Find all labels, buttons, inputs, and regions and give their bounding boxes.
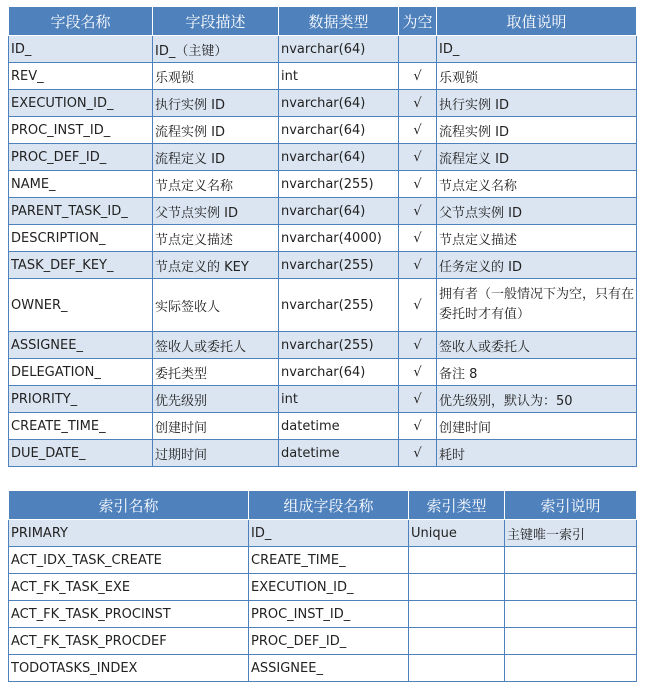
field-name-cell: NAME_ [9, 171, 153, 198]
table-row [9, 36, 637, 63]
nullable-cell: √ [399, 332, 437, 359]
field-name-cell: REV_ [9, 63, 153, 90]
header-index-notes: 索引说明 [505, 491, 637, 520]
nullable-cell: √ [399, 413, 437, 440]
value-notes-cell: 拥有者（一般情况下为空，只有在委托时才有值） [437, 279, 637, 332]
table-row [9, 279, 637, 332]
nullable-cell: √ [399, 198, 437, 225]
field-description-cell: 父节点实例 ID [153, 198, 279, 225]
nullable-cell: √ [399, 63, 437, 90]
field-description-cell: ID_（主键） [153, 36, 279, 63]
index-fields-cell: CREATE_TIME_ [249, 547, 409, 574]
field-name-cell: PROC_DEF_ID_ [9, 144, 153, 171]
value-notes-cell: 签收人或委托人 [437, 332, 637, 359]
data-type-cell: nvarchar(255) [279, 279, 399, 332]
data-type-cell: nvarchar(64) [279, 36, 399, 63]
field-name-cell: TASK_DEF_KEY_ [9, 252, 153, 279]
data-type-cell: nvarchar(64) [279, 359, 399, 386]
field-description-cell: 流程定义 ID [153, 144, 279, 171]
nullable-cell: √ [399, 144, 437, 171]
index-name-cell: ACT_FK_TASK_EXE [9, 574, 249, 601]
index-type-cell [409, 601, 505, 628]
index-type-cell [409, 628, 505, 655]
header-data-type: 数据类型 [279, 7, 399, 36]
value-notes-cell: 流程定义 ID [437, 144, 637, 171]
field-description-cell: 流程实例 ID [153, 117, 279, 144]
index-fields-cell: PROC_INST_ID_ [249, 601, 409, 628]
field-description-cell: 实际签收人 [153, 279, 279, 332]
field-name-cell: CREATE_TIME_ [9, 413, 153, 440]
index-name-cell: ACT_IDX_TASK_CREATE [9, 547, 249, 574]
index-name-cell: PRIMARY [9, 520, 249, 547]
table-row [9, 440, 637, 467]
data-type-cell: nvarchar(64) [279, 144, 399, 171]
fields-header-row [9, 7, 637, 36]
index-fields-cell: ID_ [249, 520, 409, 547]
header-field-name: 字段名称 [9, 7, 153, 36]
value-notes-cell: 乐观锁 [437, 63, 637, 90]
index-header-row [9, 491, 637, 520]
index-type-cell [409, 574, 505, 601]
field-description-cell: 执行实例 ID [153, 90, 279, 117]
field-description-cell: 节点定义描述 [153, 225, 279, 252]
field-description-cell: 创建时间 [153, 413, 279, 440]
table-row [9, 655, 637, 682]
nullable-cell [399, 36, 437, 63]
header-nullable: 为空 [399, 7, 437, 36]
index-notes-cell [505, 574, 637, 601]
table-row [9, 386, 637, 413]
index-type-cell: Unique [409, 520, 505, 547]
index-fields-cell: EXECUTION_ID_ [249, 574, 409, 601]
data-type-cell: nvarchar(64) [279, 117, 399, 144]
table-row [9, 601, 637, 628]
table-row [9, 628, 637, 655]
field-name-cell: DUE_DATE_ [9, 440, 153, 467]
field-name-cell: DELEGATION_ [9, 359, 153, 386]
header-value-notes: 取值说明 [437, 7, 637, 36]
field-name-cell: OWNER_ [9, 279, 153, 332]
table-row [9, 332, 637, 359]
field-name-cell: DESCRIPTION_ [9, 225, 153, 252]
index-fields-cell: ASSIGNEE_ [249, 655, 409, 682]
nullable-cell: √ [399, 386, 437, 413]
value-notes-cell: 节点定义名称 [437, 171, 637, 198]
field-description-cell: 过期时间 [153, 440, 279, 467]
field-description-cell: 节点定义名称 [153, 171, 279, 198]
index-type-cell [409, 547, 505, 574]
table-row [9, 413, 637, 440]
table-row [9, 171, 637, 198]
value-notes-cell: 创建时间 [437, 413, 637, 440]
table-row [9, 547, 637, 574]
field-name-cell: PROC_INST_ID_ [9, 117, 153, 144]
value-notes-cell: 任务定义的 ID [437, 252, 637, 279]
nullable-cell: √ [399, 252, 437, 279]
field-name-cell: EXECUTION_ID_ [9, 90, 153, 117]
nullable-cell: √ [399, 90, 437, 117]
field-description-cell: 节点定义的 KEY [153, 252, 279, 279]
index-name-cell: ACT_FK_TASK_PROCINST [9, 601, 249, 628]
index-notes-cell: 主键唯一索引 [505, 520, 637, 547]
field-description-cell: 签收人或委托人 [153, 332, 279, 359]
table-row [9, 520, 637, 547]
header-field-description: 字段描述 [153, 7, 279, 36]
field-name-cell: PRIORITY_ [9, 386, 153, 413]
table-row [9, 252, 637, 279]
value-notes-cell: 流程实例 ID [437, 117, 637, 144]
data-type-cell: nvarchar(4000) [279, 225, 399, 252]
field-name-cell: PARENT_TASK_ID_ [9, 198, 153, 225]
table-row [9, 198, 637, 225]
index-notes-cell [505, 655, 637, 682]
index-name-cell: TODOTASKS_INDEX [9, 655, 249, 682]
nullable-cell: √ [399, 279, 437, 332]
table-row [9, 574, 637, 601]
data-type-cell: int [279, 63, 399, 90]
field-description-cell: 委托类型 [153, 359, 279, 386]
index-notes-cell [505, 601, 637, 628]
fields-table [8, 6, 637, 467]
index-table [8, 490, 637, 682]
value-notes-cell: 备注 8 [437, 359, 637, 386]
nullable-cell: √ [399, 359, 437, 386]
index-fields-cell: PROC_DEF_ID_ [249, 628, 409, 655]
header-index-fields: 组成字段名称 [249, 491, 409, 520]
field-name-cell: ID_ [9, 36, 153, 63]
table-row [9, 359, 637, 386]
header-index-type: 索引类型 [409, 491, 505, 520]
data-type-cell: nvarchar(255) [279, 332, 399, 359]
table-row [9, 117, 637, 144]
value-notes-cell: 耗时 [437, 440, 637, 467]
value-notes-cell: 节点定义描述 [437, 225, 637, 252]
data-type-cell: int [279, 386, 399, 413]
table-row [9, 144, 637, 171]
index-notes-cell [505, 628, 637, 655]
value-notes-cell: 优先级别，默认为：50 [437, 386, 637, 413]
data-type-cell: nvarchar(64) [279, 198, 399, 225]
table-row [9, 63, 637, 90]
data-type-cell: nvarchar(255) [279, 171, 399, 198]
field-description-cell: 优先级别 [153, 386, 279, 413]
value-notes-cell: 执行实例 ID [437, 90, 637, 117]
index-type-cell [409, 655, 505, 682]
index-name-cell: ACT_FK_TASK_PROCDEF [9, 628, 249, 655]
nullable-cell: √ [399, 440, 437, 467]
nullable-cell: √ [399, 117, 437, 144]
data-type-cell: nvarchar(255) [279, 252, 399, 279]
nullable-cell: √ [399, 225, 437, 252]
header-index-name: 索引名称 [9, 491, 249, 520]
table-row [9, 225, 637, 252]
field-description-cell: 乐观锁 [153, 63, 279, 90]
nullable-cell: √ [399, 171, 437, 198]
field-name-cell: ASSIGNEE_ [9, 332, 153, 359]
table-row [9, 90, 637, 117]
index-notes-cell [505, 547, 637, 574]
data-type-cell: nvarchar(64) [279, 90, 399, 117]
value-notes-cell: ID_ [437, 36, 637, 63]
data-type-cell: datetime [279, 413, 399, 440]
data-type-cell: datetime [279, 440, 399, 467]
value-notes-cell: 父节点实例 ID [437, 198, 637, 225]
